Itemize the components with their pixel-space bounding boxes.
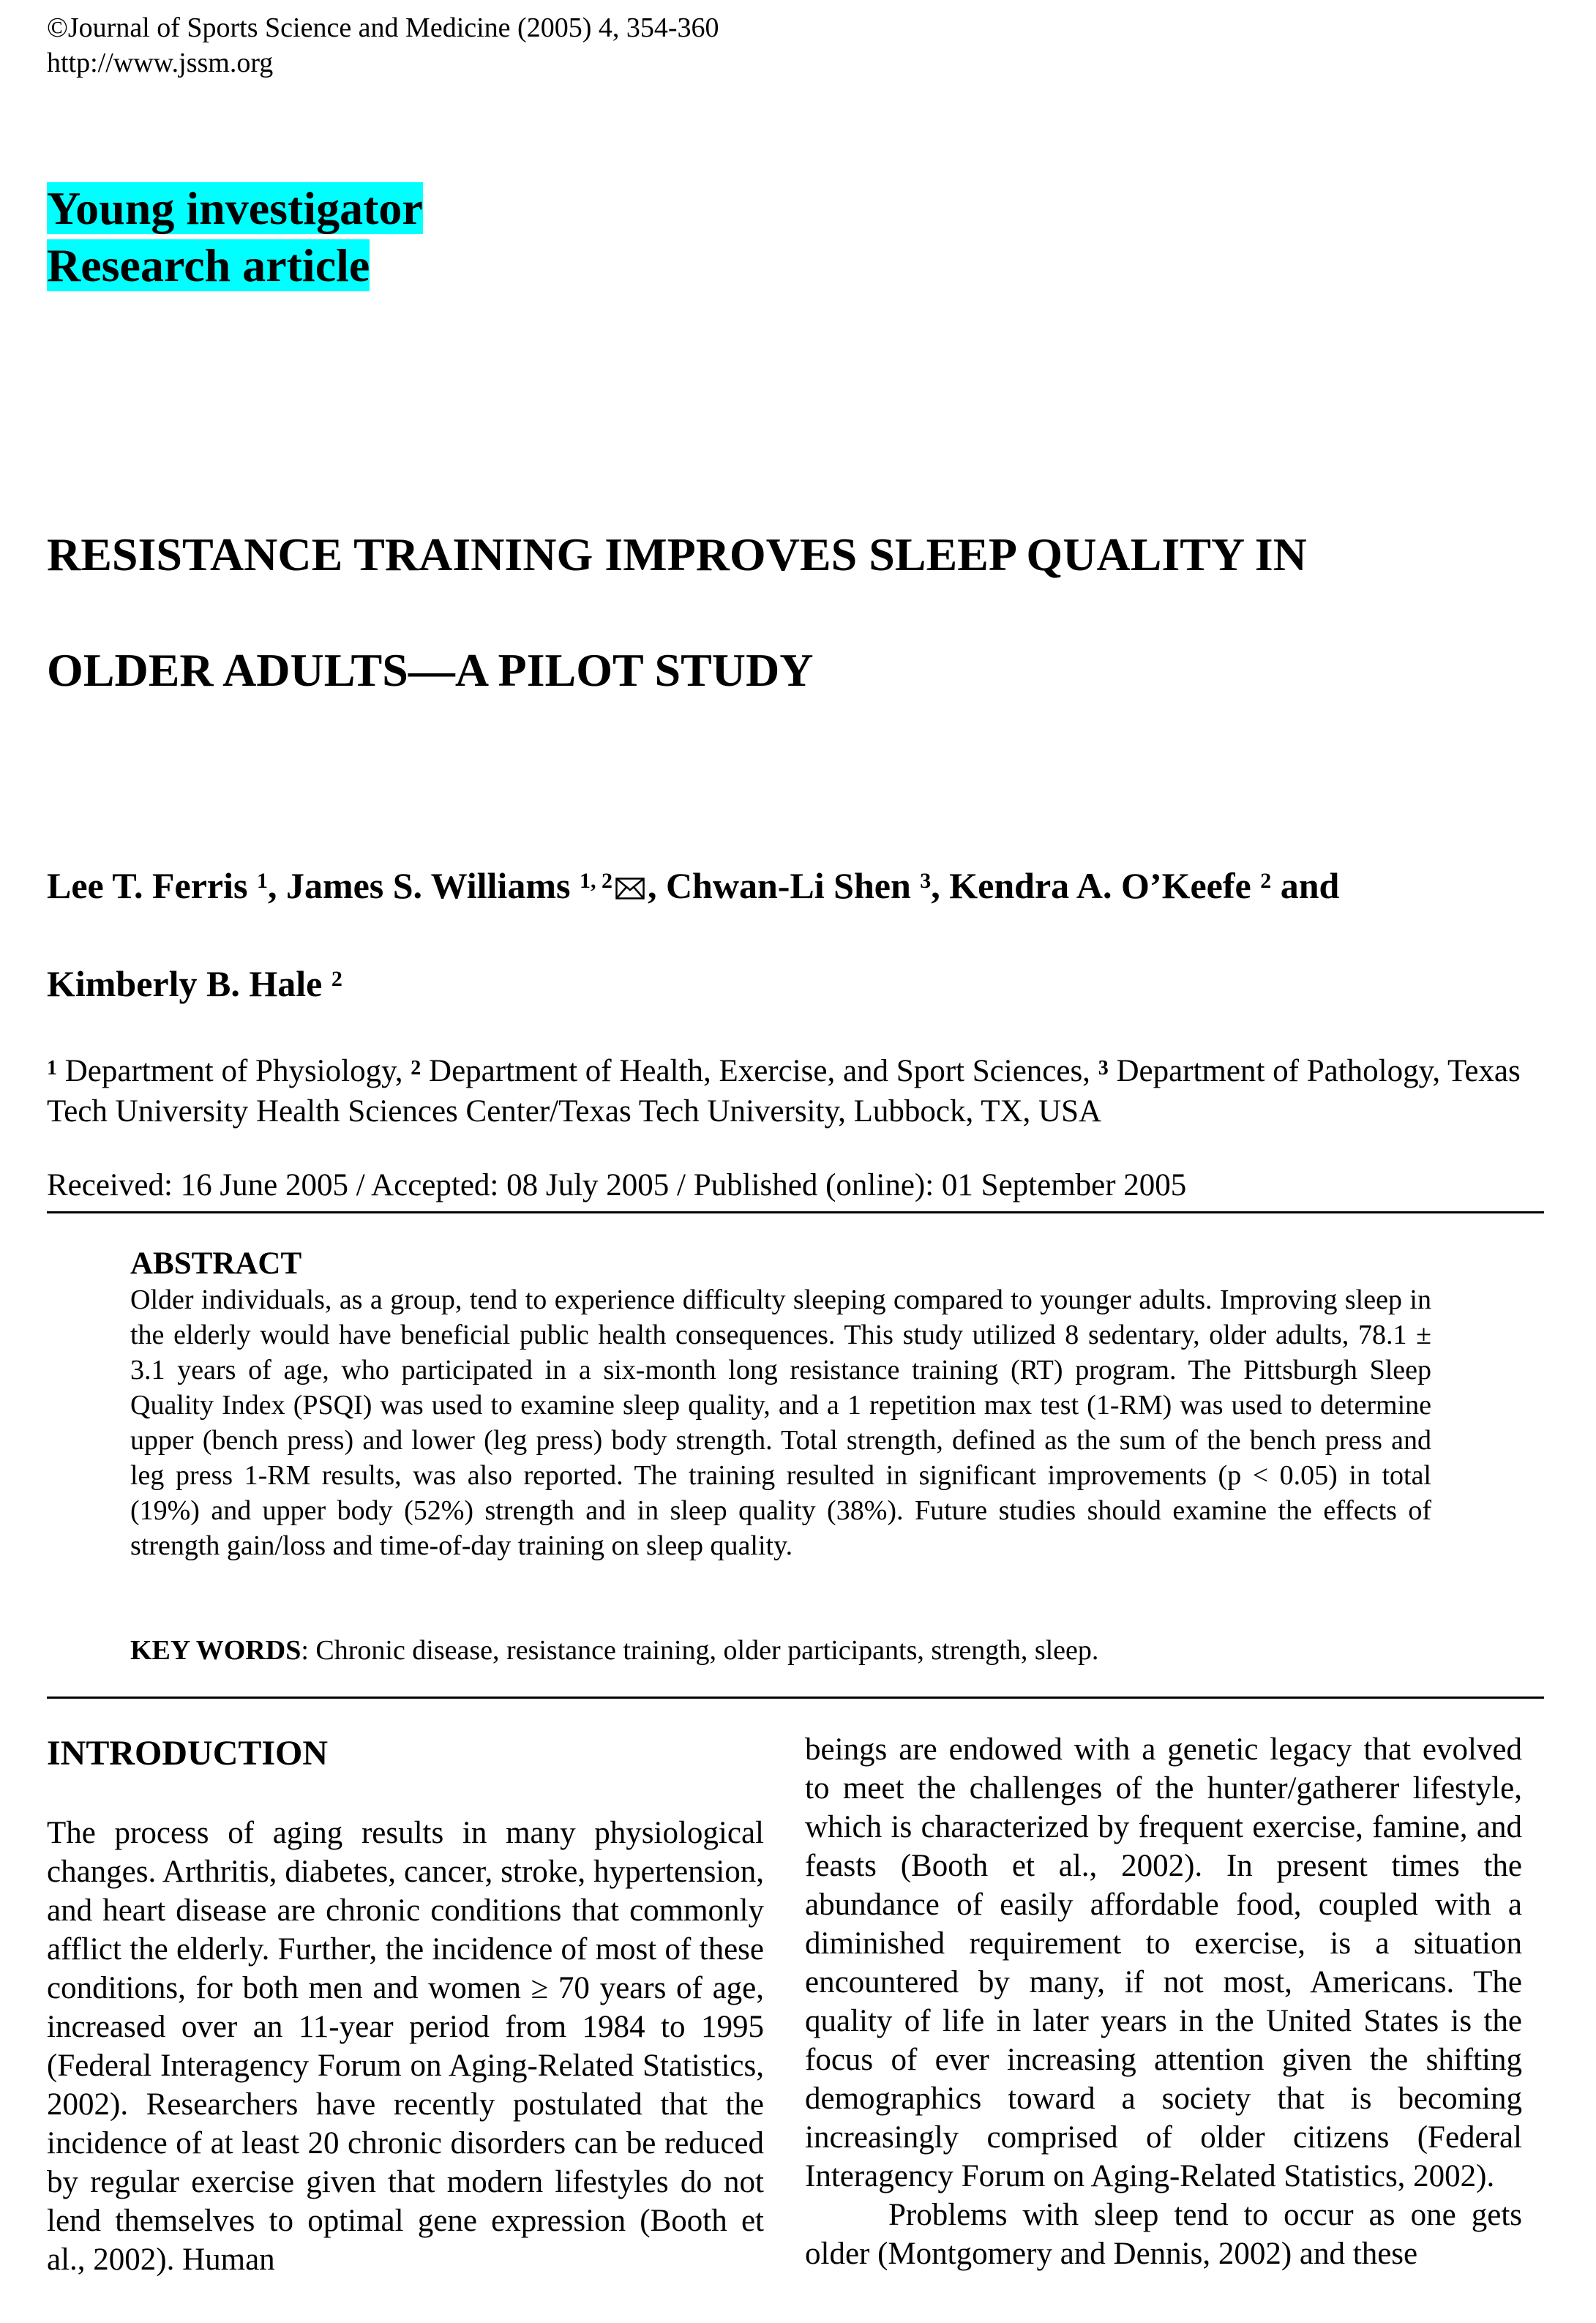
author-affiliation-mark: 1, 2: [579, 869, 612, 893]
author-list-line-2: [47, 960, 342, 1007]
affiliations: [47, 1051, 1554, 1131]
category-line-1: Young investigator: [47, 182, 423, 234]
author-name: Kimberly B. Hale: [47, 963, 323, 1004]
keywords-label: KEY WORDS: [130, 1635, 301, 1666]
keywords: [130, 1633, 1431, 1668]
affiliation-text: Department of Health, Exercise, and Sport Sciences,: [429, 1054, 1090, 1088]
intro-paragraph: beings are endowed with a genetic legacy that evolved to meet the challenges of the hunter/gatherer lifestyle, which is characterized by frequent exercise, famine, and feasts (Booth et al., 2002). In present times the abundance of easily affordable food, coupled with a diminished requirement to exercise, is a situation encountered by many, if not most, Americans. The quality of life in later years in the United States is the focus of ever increasing attention given the shifting demographics toward a society that is becoming increasingly comprised of older citizens (Federal Interagency Forum on Aging-Related Statistics, 2002).: [805, 1732, 1522, 2193]
abstract-heading: ABSTRACT: [130, 1246, 302, 1281]
publication-dates: Received: 16 June 2005 / Accepted: 08 July 2005 / Published (online): 01 September 2005: [47, 1168, 1187, 1202]
journal-citation: ©Journal of Sports Science and Medicine (2005) 4, 354-360: [47, 12, 719, 43]
category-line-2: Research article: [47, 239, 370, 291]
author-name: James S. Williams: [285, 865, 571, 906]
author-name: Kendra A. O’Keefe: [949, 865, 1251, 906]
authors-conjunction: and: [1280, 865, 1340, 906]
affiliation-number: 1: [47, 1057, 57, 1080]
article-category: [47, 180, 423, 294]
intro-paragraph: Problems with sleep tend to occur as one gets older (Montgomery and Dennis, 2002) and these: [805, 2198, 1522, 2271]
affiliation-text: Department of Physiology,: [64, 1054, 403, 1088]
author-affiliation-mark: 2: [331, 967, 342, 991]
keywords-list: : Chronic disease, resistance training, older participants, strength, sleep.: [301, 1635, 1099, 1666]
article-title-line-2: OLDER ADULTS—A PILOT STUDY: [47, 644, 814, 696]
author-list: Lee T. Ferris $^1$, James S. Williams $^{1, 2}$ , Chwan-Li Shen $^3$, Kendra A. O’Keefe $^2$ and: [47, 865, 1340, 906]
author-affiliation-mark: 3: [920, 869, 932, 893]
affiliation-number: 3: [1098, 1057, 1109, 1080]
author-affiliation-mark: 2: [1260, 869, 1272, 893]
divider: [47, 1697, 1544, 1699]
article-title-line-1: RESISTANCE TRAINING IMPROVES SLEEP QUALITY IN: [47, 528, 1307, 580]
section-heading-introduction: INTRODUCTION: [47, 1734, 329, 1773]
abstract-text: Older individuals, as a group, tend to experience difficulty sleeping compared to younger adults. Improving sleep in the elderly would have beneficial public health consequences. This study utilized 8 sedentary, older adults, 78.1 ± 3.1 years of age, who participated in a six-month long resistance training (RT) program. The Pittsburgh Sleep Quality Index (PSQI) was used to examine sleep quality, and a 1 repetition max test (1-RM) was used to determine upper (bench press) and lower (leg press) body strength. Total strength, defined as the sum of the bench press and leg press 1-RM results, was also reported. The training resulted in significant improvements (p < 0.05) in total (19%) and upper body (52%) strength and in sleep quality (38%). Future studies should examine the effects of strength gain/loss and time-of-day training on sleep quality.: [130, 1284, 1431, 1561]
envelope-icon[interactable]: [615, 878, 645, 899]
author-name: Chwan-Li Shen: [665, 865, 911, 906]
journal-url[interactable]: http://www.jssm.org: [47, 48, 274, 78]
divider: [47, 1211, 1544, 1213]
author-name: Lee T. Ferris: [47, 865, 248, 906]
affiliation-number: 2: [411, 1057, 422, 1080]
intro-left-column: The process of aging results in many physiological changes. Arthritis, diabetes, cancer, stroke, hypertension, and heart disease are chronic conditions that commonly afflict the elderly. Further, the incidence of most of these conditions, for both men and women ≥ 70 years of age, increased over an 11-year period from 1984 to 1995 (Federal Interagency Forum on Aging-Related Statistics, 2002). Researchers have recently postulated that the incidence of at least 20 chronic disorders can be reduced by regular exercise given that modern lifestyles do not lend themselves to optimal gene expression (Booth et al., 2002). Human: [47, 1816, 764, 2277]
author-affiliation-mark: 1: [256, 869, 268, 893]
intro-right-column: [805, 1730, 1522, 2273]
affiliation-text: Department of Pathology, Texas Tech University Health Sciences Center/Texas Tech University, Lubbock, TX, USA: [47, 1054, 1521, 1129]
